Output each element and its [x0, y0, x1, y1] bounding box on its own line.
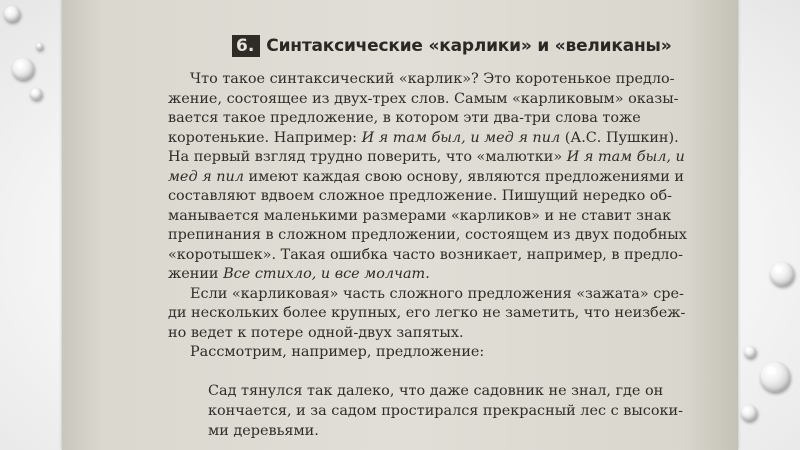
- water-drop-decoration: [770, 262, 794, 286]
- text-run: Что такое синтаксический «карлик»? Это коротенькое предло-: [190, 71, 675, 87]
- text-line: [168, 324, 738, 344]
- text-run: манывается маленькими размерами «карликов» и не ставит знак: [168, 207, 672, 224]
- water-drop-decoration: [4, 6, 20, 22]
- scanned-page: [62, 0, 738, 450]
- text-run: (А.С. Пушкин).: [560, 129, 679, 146]
- text-run: жение, состоящее из двух-трех слов. Самым «карликовым» оказы-: [168, 90, 679, 107]
- text-run: ди нескольких более крупных, его легко не заметить, что неизбеж-: [168, 305, 686, 321]
- text-line: [168, 109, 738, 129]
- body-text: [168, 70, 738, 363]
- text-run: препинания в сложном предложении, состоящем из двух подобных: [168, 227, 687, 243]
- italic-example: И я там был, и мед я пил: [361, 129, 561, 146]
- text-line: [168, 207, 738, 227]
- text-run: жении: [168, 266, 224, 282]
- example-line: кончается, и за садом простирался прекрасный лес с высоки-: [208, 403, 683, 419]
- text-line: [168, 148, 738, 168]
- italic-example: И я там был, и: [566, 149, 685, 165]
- example-line: ми деревьями.: [208, 423, 319, 439]
- example-sentence: [208, 381, 738, 441]
- text-line: [168, 285, 738, 305]
- water-drop-decoration: [760, 362, 790, 392]
- text-run: На первый взгляд трудно поверить, что «малютки»: [168, 149, 567, 165]
- text-run: имеют каждая свою основу, являются предложениями и: [243, 168, 684, 185]
- text-run: вается такое предложение, в котором эти два-три слова тоже: [168, 110, 641, 126]
- text-line: [168, 343, 738, 363]
- text-run: коротенькие. Например:: [168, 129, 362, 146]
- water-drop-decoration: [36, 43, 43, 50]
- text-line: [168, 304, 738, 324]
- italic-example: мед я пил: [168, 168, 244, 185]
- water-drop-decoration: [12, 58, 34, 80]
- example-line: Сад тянулся так далеко, что даже садовник не знал, где он: [208, 383, 664, 399]
- text-run: Рассмотрим, например, предложение:: [190, 344, 485, 360]
- text-line: [168, 168, 738, 188]
- text-run: Если «карликовая» часть сложного предложения «зажата» сре-: [190, 285, 684, 302]
- text-run: составляют вдвоем сложное предложение. Пишущий нередко об-: [168, 188, 673, 204]
- text-line: [168, 265, 738, 285]
- section-heading: [232, 34, 672, 58]
- water-drop-decoration: [744, 346, 756, 358]
- water-drop-decoration: [741, 405, 757, 421]
- text-line: [168, 187, 738, 207]
- text-run: но ведет к потере одной-двух запятых.: [168, 324, 464, 341]
- section-title: Синтаксические «карлики» и «великаны»: [266, 36, 672, 56]
- text-line: [168, 226, 738, 246]
- text-line: [168, 70, 738, 90]
- text-run: «коротышек». Такая ошибка часто возникает, например, в предло-: [168, 246, 683, 263]
- text-line: [168, 90, 738, 110]
- section-number: 6.: [232, 35, 260, 57]
- italic-example: Все стихло, и все молчат.: [223, 266, 430, 282]
- text-line: [168, 129, 738, 149]
- water-drop-decoration: [30, 88, 42, 100]
- text-line: [168, 246, 738, 266]
